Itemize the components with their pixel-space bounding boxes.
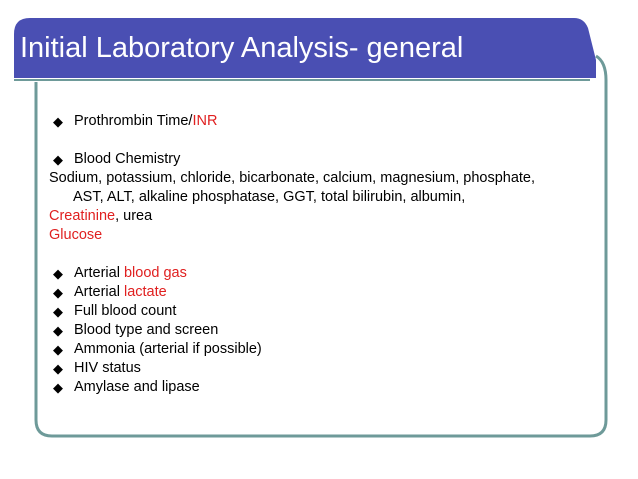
creatinine-line: Creatinine, urea [49, 208, 153, 224]
list-item: ◆ Blood type and screen [53, 322, 219, 338]
chemistry-line-2: AST, ALT, alkaline phosphatase, GGT, total bilirubin, albumin, [73, 189, 466, 205]
title-band [14, 18, 580, 78]
list-item: ◆ Ammonia (arterial if possible) [53, 341, 262, 357]
list-item: ◆ Prothrombin Time/INR [53, 113, 218, 129]
list-item: ◆ Full blood count [53, 303, 177, 319]
diamond-bullet-icon: ◆ [53, 380, 63, 395]
diamond-bullet-icon: ◆ [53, 304, 63, 319]
list-item: ◆ Blood Chemistry [53, 151, 181, 167]
chemistry-line-1: Sodium, potassium, chloride, bicarbonate, calcium, magnesium, phosphate, [49, 170, 536, 186]
slide-content [50, 112, 610, 397]
list-item: ◆ HIV status [53, 360, 141, 376]
slide-title: Initial Laboratory Analysis- general [20, 31, 464, 64]
list-item: ◆ Arterial blood gas [53, 265, 187, 281]
diamond-bullet-icon: ◆ [53, 342, 63, 357]
diamond-bullet-icon: ◆ [53, 361, 63, 376]
diamond-bullet-icon: ◆ [53, 152, 63, 167]
diamond-bullet-icon: ◆ [53, 285, 63, 300]
glucose-line: Glucose [49, 227, 103, 243]
diamond-bullet-icon: ◆ [53, 323, 63, 338]
diamond-bullet-icon: ◆ [53, 114, 63, 129]
list-item: ◆ Arterial lactate [53, 284, 167, 300]
list-item: ◆ Amylase and lipase [53, 379, 200, 395]
diamond-bullet-icon: ◆ [53, 266, 63, 281]
